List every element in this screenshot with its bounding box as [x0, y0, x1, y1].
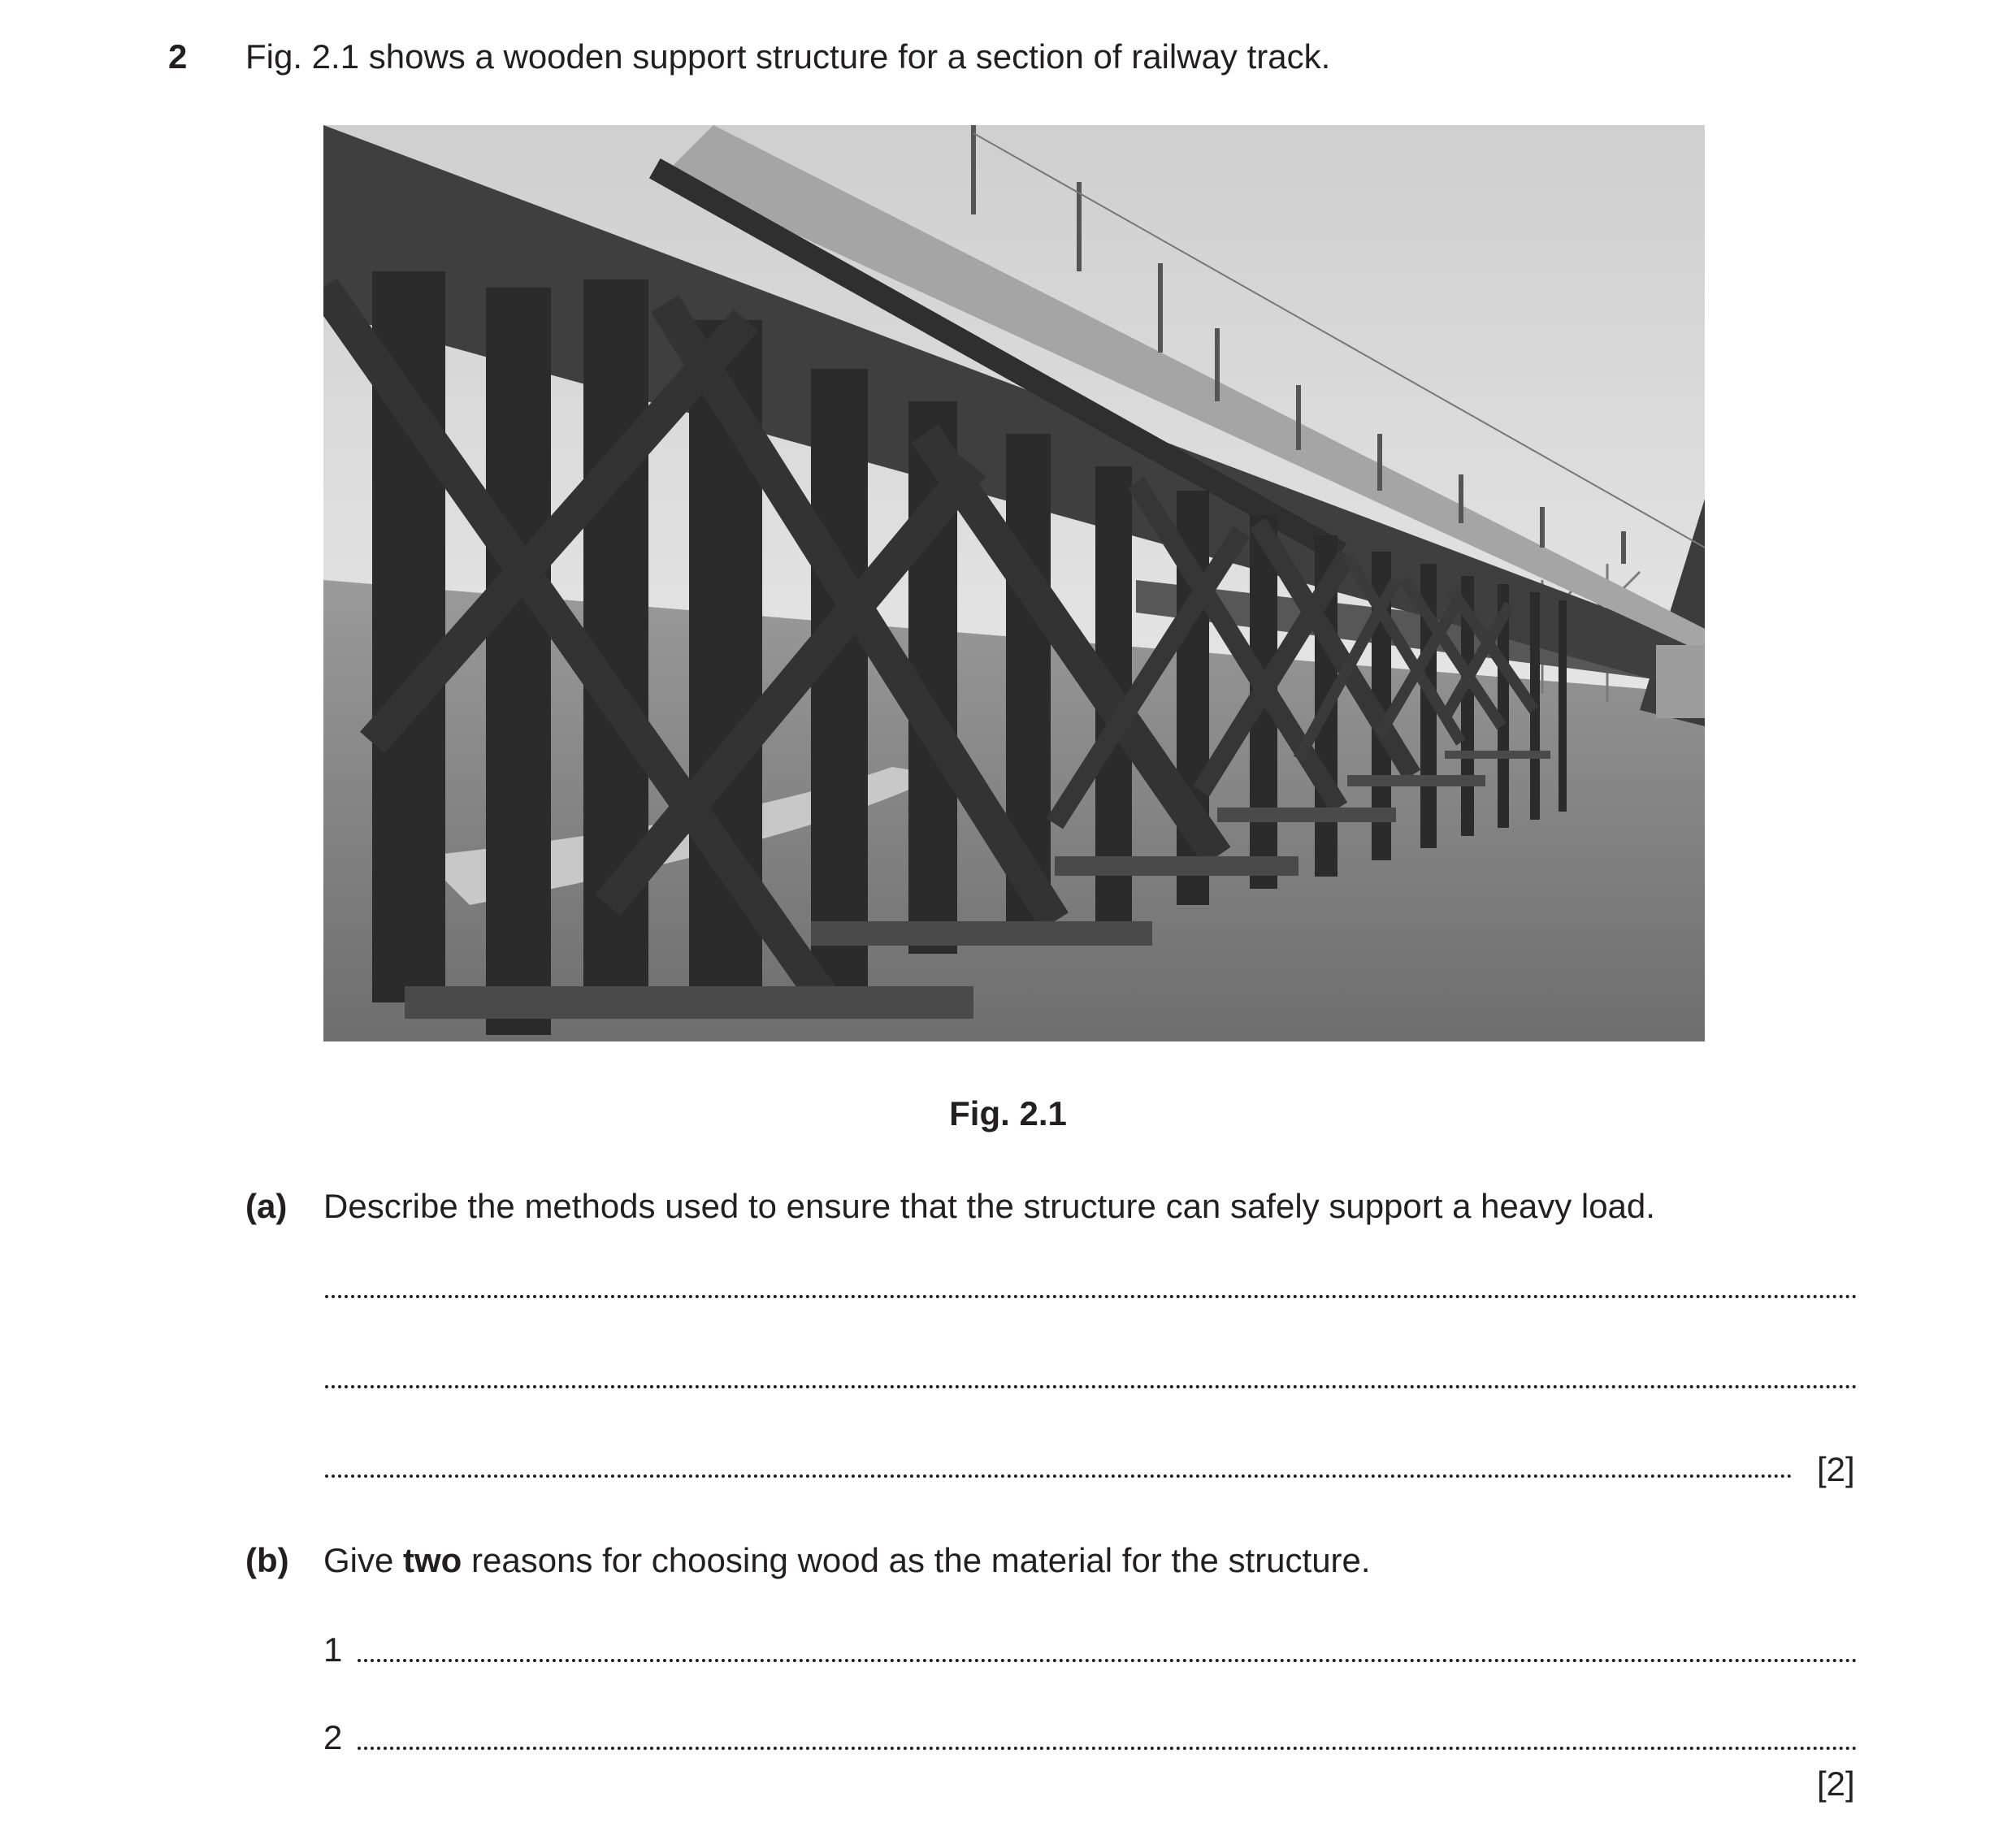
- question-number: 2: [168, 37, 188, 76]
- part-b-text-before: Give: [323, 1541, 404, 1579]
- part-b-text-emphasis: two: [403, 1541, 462, 1579]
- part-a-label: (a): [245, 1187, 288, 1225]
- question-stem: Fig. 2.1 shows a wooden support structure for a section of railway track.: [245, 37, 1331, 76]
- part-a-answer-line-3[interactable]: [325, 1474, 1793, 1478]
- part-b-text-after: reasons for choosing wood as the material for the structure.: [462, 1541, 1371, 1579]
- part-b-label: (b): [245, 1541, 289, 1579]
- part-b-question: [323, 1541, 1371, 1580]
- part-a-marks: [2]: [1817, 1450, 1855, 1488]
- railway-trestle-photo: [323, 125, 1705, 1041]
- part-b-line-1-number: 1: [323, 1630, 343, 1669]
- figure-caption: Fig. 2.1: [949, 1094, 1067, 1132]
- part-b-answer-line-2[interactable]: [358, 1747, 1858, 1750]
- part-a-question: Describe the methods used to ensure that the structure can safely support a heavy load.: [323, 1187, 1655, 1225]
- part-b-answer-line-1[interactable]: [358, 1659, 1858, 1662]
- part-a-answer-line-1[interactable]: [325, 1295, 1858, 1298]
- part-b-line-2-number: 2: [323, 1718, 343, 1756]
- part-a-answer-line-2[interactable]: [325, 1385, 1858, 1388]
- part-b-marks: [2]: [1817, 1765, 1855, 1803]
